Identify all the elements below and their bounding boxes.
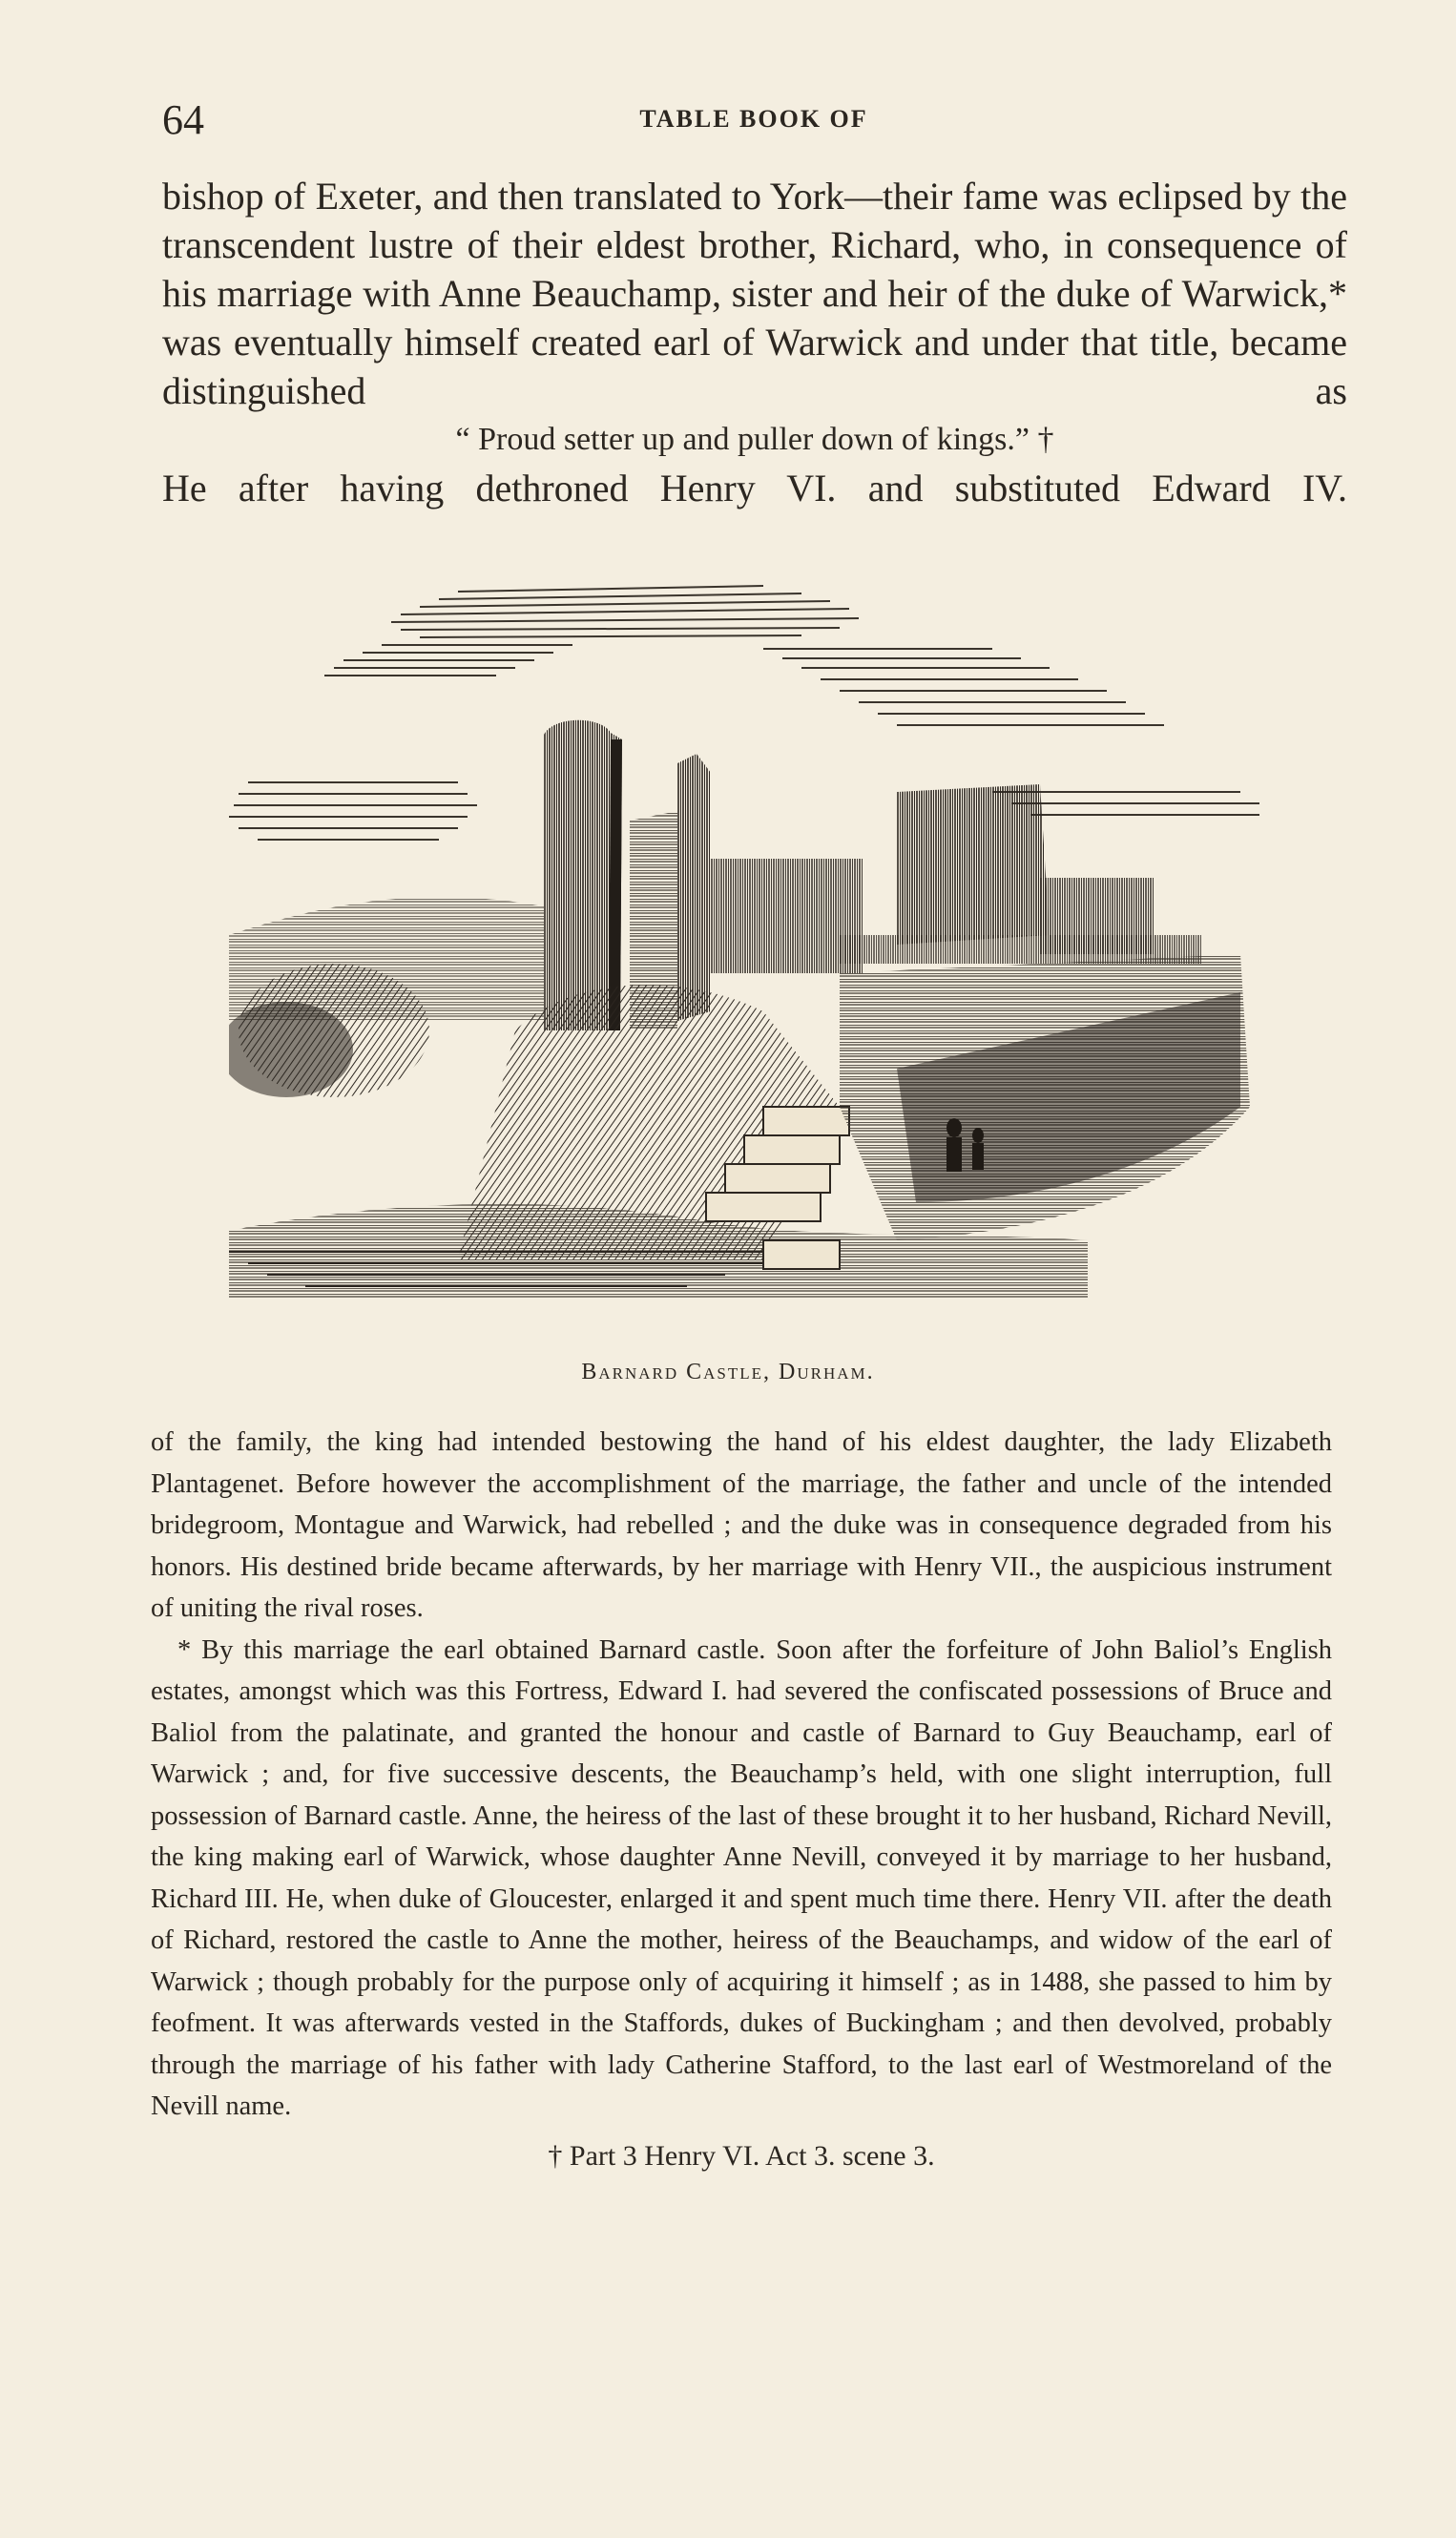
quotation: “ Proud setter up and puller down of kings.” †: [455, 422, 1054, 457]
running-head: [162, 95, 1345, 153]
main-text: [162, 172, 1347, 512]
footnote-dagger: † Part 3 Henry VI. Act 3. scene 3.: [548, 2139, 935, 2172]
main-paragraph-continued: He after having dethroned Henry VI. and substituted Edward IV.: [162, 467, 1347, 510]
running-title: TABLE BOOK OF: [639, 105, 868, 133]
main-paragraph: bishop of Exeter, and then translated to York—their fame was eclipsed by the transcendent lustre of their eldest brother, Richard, who, in consequence of his marriage with Anne Beauchamp, sister and heir of the duke of Warwick,* was eventually himself created earl of Warwick and under that title, became distinguished as: [162, 175, 1347, 412]
continuation-paragraph: of the family, the king had intended bestowing the hand of his eldest daughter, the lady Elizabeth Plantagenet. Before however the accomplishment of the marriage, the father and uncle of the intended bridegroom, Montague and Warwick, had rebelled ; and the duke was in consequence degraded from his honors. His destined bride became afterwards, by her marriage with Henry VII., the auspicious instrument of uniting the rival roses.: [151, 1427, 1332, 1623]
small-text-block: [151, 1422, 1332, 2176]
castle-engraving: [229, 572, 1259, 1298]
footnote-star: * By this marriage the earl obtained Barnard castle. Soon after the forfeiture of John Baliol’s English estates, amongst which was this Fortress, Edward I. had severed the confiscated possessions of Bruce and Baliol from the palatinate, and granted the honour and castle of Barnard to Guy Beauchamp, earl of Warwick ; and, for five successive descents, the Beauchamp’s held, with one slight interruption, full possession of Barnard castle. Anne, the heiress of the last of these brought it to her husband, Richard Nevill, the king making earl of Warwick, whose daughter Anne Nevill, conveyed it by marriage to her husband, Richard III. He, when duke of Gloucester, enlarged it and spent much time there. Henry VII. after the death of Richard, restored the castle to Anne the mother, heiress of the Beauchamps, and widow of the earl of Warwick ; though probably for the purpose only of acquiring it himself ; as in 1488, she passed to him by feofment. It was afterwards vested in the Staffords, dukes of Buckingham ; and then devolved, probably through the marriage of his father with lady Catherine Stafford, to the last earl of Westmoreland of the Nevill name.: [151, 1634, 1332, 2121]
illustration-caption: Barnard Castle, Durham.: [581, 1360, 875, 1384]
page-number: 64: [162, 96, 204, 143]
